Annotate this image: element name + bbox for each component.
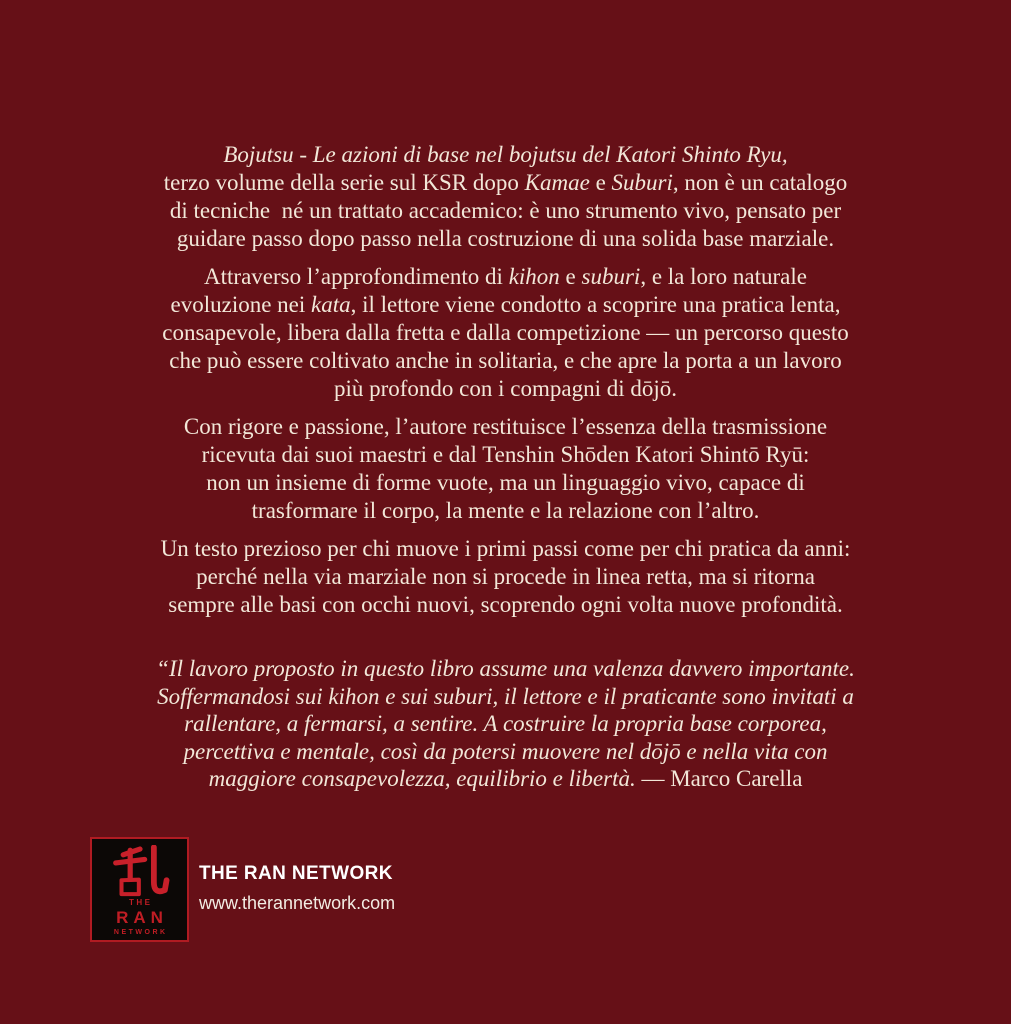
blurb-paragraph xyxy=(66,413,946,525)
blurb-line: terzo volume della serie sul KSR dopo Kamae e Suburi, non è un catalogo xyxy=(163,170,848,195)
blurb-line: Bojutsu - Le azioni di base nel bojutsu del Katori Shinto Ryu, xyxy=(223,142,788,167)
review-quote-section xyxy=(56,655,956,793)
blurb-line: più profondo con i compagni di dōjō. xyxy=(333,376,678,401)
blurb-line: ricevuta dai suoi maestri e dal Tenshin Shōden Katori Shintō Ryū: xyxy=(201,442,810,467)
ran-kanji-icon xyxy=(110,845,170,897)
blurb-paragraph xyxy=(66,141,946,253)
blurb-line: Con rigore e passione, l’autore restituisce l’essenza della trasmissione xyxy=(183,414,828,439)
blurb-line: Un testo prezioso per chi muove i primi passi come per chi pratica da anni: xyxy=(160,536,851,561)
blurb-paragraph xyxy=(66,535,946,619)
blurb-line: Attraverso l’approfondimento di kihon e suburi, e la loro naturale xyxy=(204,264,807,289)
blurb-line: trasformare il corpo, la mente e la relazione con l’altro. xyxy=(251,498,760,523)
quote-line: Soffermandosi sui kihon e sui suburi, il lettore e il praticante sono invitati a xyxy=(157,683,854,709)
logo-text-ran: RAN xyxy=(116,908,168,927)
blurb-line: evoluzione nei kata, il lettore viene condotto a scoprire una pratica lenta, xyxy=(170,292,841,317)
blurb-line: guidare passo dopo passo nella costruzione di una solida base marziale. xyxy=(176,226,835,251)
blurb-line: che può essere coltivato anche in solitaria, e che apre la porta a un lavoro xyxy=(169,348,842,373)
ran-network-logo xyxy=(90,837,189,942)
blurb-line: sempre alle basi con occhi nuovi, scoprendo ogni volta nuove profondità. xyxy=(168,592,843,617)
blurb-section xyxy=(66,0,946,619)
blurb-paragraph xyxy=(66,263,946,403)
quote-line: “Il lavoro proposto in questo libro assume una valenza davvero importante. xyxy=(156,656,855,681)
blurb-line: consapevole, libera dalla fretta e dalla competizione — un percorso questo xyxy=(162,320,849,345)
blurb-line: di tecniche né un trattato accademico: è uno strumento vivo, pensato per xyxy=(169,198,842,223)
logo-text-the: THE xyxy=(129,898,153,907)
brand-name: THE RAN NETWORK xyxy=(199,863,393,884)
blurb-line: perché nella via marziale non si procede in linea retta, ma si ritorna xyxy=(196,564,815,589)
brand-website: www.therannetwork.com xyxy=(199,893,396,913)
quote-line: maggiore consapevolezza, equilibrio e libertà. — Marco Carella xyxy=(208,766,803,791)
blurb-line: non un insieme di forme vuote, ma un linguaggio vivo, capace di xyxy=(206,470,805,495)
quote-line: rallentare, a fermarsi, a sentire. A costruire la propria base corporea, xyxy=(184,711,827,736)
logo-text-network: NETWORK xyxy=(113,929,168,936)
brand-block xyxy=(199,837,395,914)
quote-line: percettiva e mentale, così da potersi muovere nel dōjō e nella vita con xyxy=(183,738,828,764)
publisher-footer xyxy=(90,837,395,942)
